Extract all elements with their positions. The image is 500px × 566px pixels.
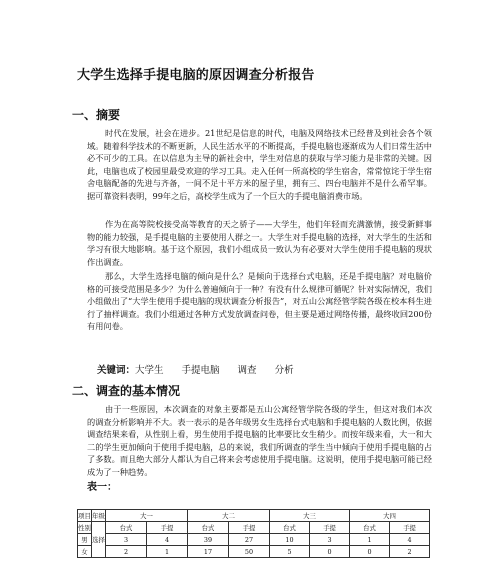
basic-situation-paragraph: 由于一些原因，本次调查的对象主要都是五山公寓经管学院各级的学生，但这对我们本次的调查分析影响并不大。表一表示的是各年级男女生选择台式电脑和手提电脑的人数比例，依据调查结果来看，从性别上看，男生使用手提电脑的比率要比女生稍少。而按年级来看，大一和大二的学生更加倾向于使用手提电脑，总的来说，我们所调查的学生当中倾向于使用手提电脑的占了多数。而且绝大部分人都认为自己将来会考虑使用手提电脑。这说明，使用手提电脑可能已经成为了一种趋势。: [87, 404, 432, 477]
abstract-paragraph-3: 那么，大学生选择电脑的倾向是什么？是倾向于选择台式电脑，还是手提电脑？对电脑价格的可接受范围是多少？为什么普遍倾向于一种？有没有什么规律可循呢？针对实际情况，我们小组做出了“大学生使用手提电脑的现状调查分析报告”，对五山公寓经管学院各级在校本科生进行了抽样调查。我们小组通过各种方式发放调查问卷，但主要是通过网络传播，最终收回200份有用问卷。: [87, 271, 432, 332]
table-subheader-cell: 台式: [188, 522, 229, 534]
table-header-cell: 大二: [188, 510, 270, 522]
table-subheader-cell: 台式: [106, 522, 147, 534]
table-row: [78, 534, 430, 546]
table-header-cell: 大四: [350, 510, 430, 522]
table-cell: 39: [188, 534, 229, 546]
table1: [77, 509, 430, 558]
keyword-item: 大学生: [135, 365, 164, 376]
table-subheader-cell: 手提: [310, 522, 350, 534]
gender-header-cell: 性别: [78, 522, 92, 534]
table-header-cell: 项目: [78, 510, 92, 522]
table-cell: 27: [229, 534, 270, 546]
table-cell: 2: [390, 546, 430, 558]
table-cell: 0: [310, 546, 350, 558]
choice-header-cell: 选择: [92, 522, 106, 558]
table-subheader-cell: 台式: [270, 522, 310, 534]
table-subheader-cell: 手提: [147, 522, 188, 534]
table-header-row: [78, 510, 430, 522]
table-cell: 1: [147, 546, 188, 558]
table-cell: 5: [270, 546, 310, 558]
table-header-cell: 大三: [270, 510, 350, 522]
table-row: [78, 546, 430, 558]
table-cell: 1: [350, 534, 390, 546]
table-header-cell: 大一: [106, 510, 188, 522]
table-header-cell: 年级: [92, 510, 106, 522]
table-cell: 4: [147, 534, 188, 546]
table-cell: 4: [390, 534, 430, 546]
table-cell: 17: [188, 546, 229, 558]
section-heading-basic-situation: 二、调查的基本情况: [72, 384, 181, 398]
keywords-label: 关键词：: [97, 365, 136, 376]
table-cell: 2: [106, 546, 147, 558]
table-cell: 3: [106, 534, 147, 546]
table-subheader-cell: 台式: [350, 522, 390, 534]
table-cell: 10: [270, 534, 310, 546]
table-subheader-cell: 手提: [229, 522, 270, 534]
table-cell: 50: [229, 546, 270, 558]
abstract-paragraph-2: 作为在高等院校接受高等教育的天之骄子——大学生，他们年轻而充满激情，接受新鲜事物的能力较强，是手提电脑的主要使用人群之一。大学生对手提电脑的选择，对大学生的生活和学习有很大地影响。基于这个原因，我们小组成员一致认为有必要对大学生使用手提电脑的现状作出调查。: [87, 219, 432, 267]
gender-cell: 女: [78, 546, 92, 558]
keyword-item: 手提电脑: [181, 365, 220, 376]
report-title: 大学生选择手提电脑的原因调查分析报告: [77, 68, 315, 83]
abstract-paragraph-1: 时代在发展，社会在进步。21世纪是信息的时代，电脑及网络技术已经普及到社会各个领域。随着科学技术的不断更新，人民生活水平的不断提高，手提电脑也逐渐成为人们日常生活中必不可少的工具。在以信息为主导的新社会中，学生对信息的获取与学习能力是非常的关键。因此，电脑也成了校园里最受欢迎的学习工具。走入任何一所高校的学生宿舍，常常惊诧于学生宿舍电脑配备的先进与齐备，一间不足十平方米的屋子里，拥有三、四台电脑并不是什么希罕事。据可靠资料表明，99年之后，高校学生成为了一个巨大的手提电脑消费市场。: [87, 128, 432, 201]
table-subheader-cell: 手提: [390, 522, 430, 534]
table1-label: 表一：: [87, 482, 117, 493]
gender-cell: 男: [78, 534, 92, 546]
keyword-item: 分析: [274, 365, 294, 376]
keywords-line: [97, 362, 294, 376]
section-heading-abstract: 一、摘要: [72, 108, 121, 122]
keyword-item: 调查: [237, 365, 257, 376]
table-subheader-row: [78, 522, 430, 534]
table-cell: 0: [350, 546, 390, 558]
table-cell: 3: [310, 534, 350, 546]
